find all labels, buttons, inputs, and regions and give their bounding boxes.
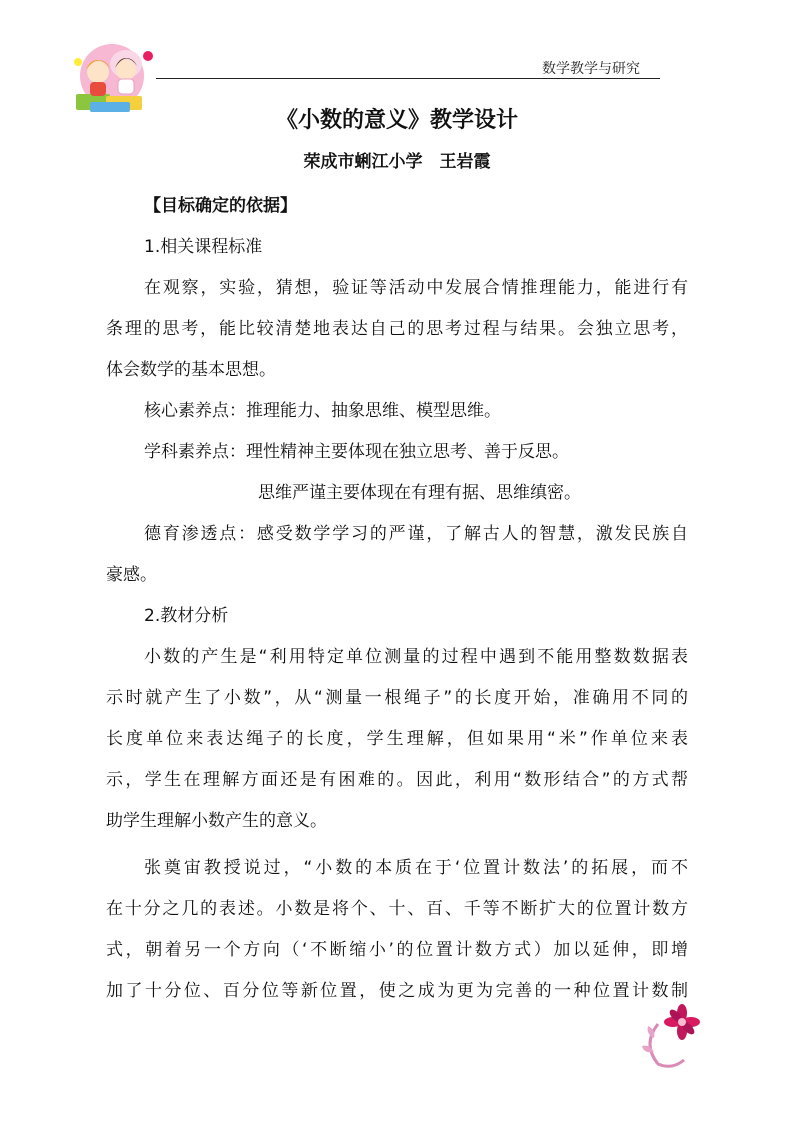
paragraph-line: 体会数学的基本思想。	[106, 360, 276, 380]
paragraph-line: 在十分之几的表述。小数是将个、十、百、千等不断扩大的位置计数方	[106, 899, 688, 919]
subheading-curriculum: 1.相关课程标准	[144, 237, 263, 257]
header-rule	[156, 78, 660, 79]
paragraph-line: 条理的思考，能比较清楚地表达自己的思考过程与结果。会独立思考，	[106, 319, 688, 339]
section-heading: 【目标确定的依据】	[144, 196, 297, 216]
paragraph-line: 示时就产生了小数”，从“测量一根绳子”的长度开始，准确用不同的	[106, 688, 688, 708]
paragraph-line: 豪感。	[106, 565, 157, 585]
paragraph-line: 思维严谨主要体现在有理有据、思维缜密。	[258, 483, 581, 503]
document-title: 《小数的意义》教学设计	[275, 108, 518, 133]
paragraph-line: 式，朝着另一个方向（‘不断缩小’的位置计数方式）加以延伸，即增	[106, 940, 688, 960]
paragraph-line: 助学生理解小数产生的意义。	[106, 811, 327, 831]
paragraph-line: 学科素养点：理性精神主要体现在独立思考、善于反思。	[144, 442, 569, 462]
document-body	[106, 186, 688, 1012]
subheading-textbook: 2.教材分析	[144, 606, 229, 626]
paragraph-line: 加了十分位、百分位等新位置，使之成为更为完善的一种位置计数制	[106, 981, 688, 1001]
decorative-flower-icon	[636, 1004, 706, 1072]
paragraph-line: 德育渗透点：感受数学学习的严谨，了解古人的智慧，激发民族自	[144, 524, 688, 544]
paragraph-line: 核心素养点：推理能力、抽象思维、模型思维。	[144, 401, 501, 421]
paragraph-line: 长度单位来表达绳子的长度，学生理解，但如果用“米”作单位来表	[106, 729, 688, 749]
paragraph-line: 在观察，实验，猜想，验证等活动中发展合情推理能力，能进行有	[144, 278, 688, 298]
paragraph-line: 小数的产生是“利用特定单位测量的过程中遇到不能用整数数据表	[144, 647, 688, 667]
paragraph-line: 张奠宙教授说过，“小数的本质在于‘位置计数法’的拓展，而不	[144, 858, 688, 878]
document-author: 荣成市蜊江小学 王岩霞	[303, 152, 491, 172]
header-title: 数学教学与研究	[542, 61, 640, 77]
paragraph-line: 示，学生在理解方面还是有困难的。因此，利用“数形结合”的方式帮	[106, 770, 688, 790]
